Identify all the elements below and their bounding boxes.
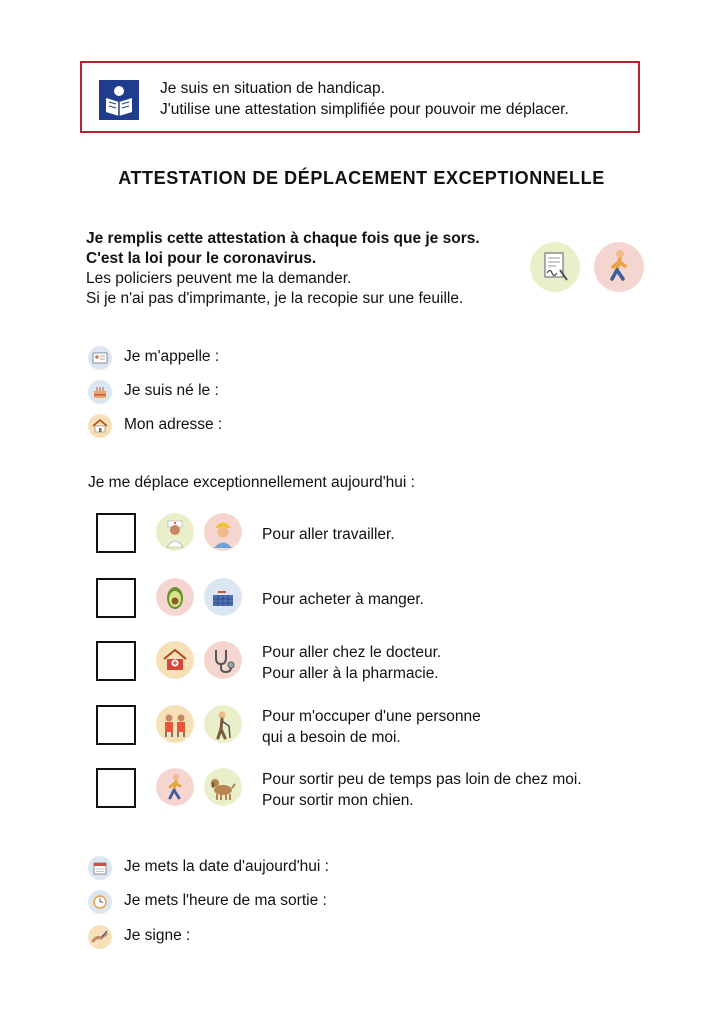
checkbox-work[interactable] (96, 513, 136, 553)
house-icon (88, 414, 112, 438)
construction-worker-icon (204, 513, 242, 551)
elderly-person-icon (204, 705, 242, 743)
reason-care-line-2: qui a besoin de moi. (262, 729, 401, 746)
reason-doctor-line-1: Pour aller chez le docteur. (262, 644, 442, 661)
banner-line-2: J'utilise une attestation simplifiée pour pouvoir me déplacer. (160, 101, 569, 118)
date-label: Je mets la date d'aujourd'hui : (124, 858, 329, 875)
intro-text (86, 229, 480, 309)
signature-label: Je signe : (124, 927, 191, 944)
reason-doctor-line-2: Pour aller à la pharmacie. (262, 665, 439, 682)
page-title: ATTESTATION DE DÉPLACEMENT EXCEPTIONNELLE (118, 168, 605, 188)
nurse-icon (156, 513, 194, 551)
children-icon (156, 705, 194, 743)
checkbox-doctor[interactable] (96, 641, 136, 681)
clock-icon (88, 890, 112, 914)
hospital-icon (156, 641, 194, 679)
reason-outing-line-1: Pour sortir peu de temps pas loin de chez moi. (262, 771, 582, 788)
name-label: Je m'appelle : (124, 348, 220, 365)
document-signature-icon (530, 242, 580, 292)
checkbox-food[interactable] (96, 578, 136, 618)
checkbox-outing[interactable] (96, 768, 136, 808)
time-label: Je mets l'heure de ma sortie : (124, 892, 327, 909)
reason-care-line-1: Pour m'occuper d'une personne (262, 708, 481, 725)
birth-label: Je suis né le : (124, 382, 219, 399)
stethoscope-icon (204, 641, 242, 679)
signing-hand-icon (88, 925, 112, 949)
walking-person-icon (594, 242, 644, 292)
easy-to-read-icon (99, 80, 139, 120)
reason-work-line-1: Pour aller travailler. (262, 526, 395, 543)
reason-food-line-1: Pour acheter à manger. (262, 591, 424, 608)
address-label: Mon adresse : (124, 416, 223, 433)
intro-line-3: Les policiers peuvent me la demander. (86, 270, 352, 287)
intro-bold-line-2: C'est la loi pour le coronavirus. (86, 250, 317, 267)
handicap-banner (80, 61, 640, 133)
avocado-icon (156, 578, 194, 616)
intro-line-4: Si je n'ai pas d'imprimante, je la recopie sur une feuille. (86, 290, 464, 307)
reasons-intro: Je me déplace exceptionnellement aujourd'hui : (88, 474, 415, 491)
calendar-icon (88, 856, 112, 880)
reason-outing-line-2: Pour sortir mon chien. (262, 792, 414, 809)
id-card-icon (88, 346, 112, 370)
walking-person-small-icon (156, 768, 194, 806)
banner-line-1: Je suis en situation de handicap. (160, 80, 385, 97)
checkbox-care[interactable] (96, 705, 136, 745)
intro-bold-line-1: Je remplis cette attestation à chaque fois que je sors. (86, 230, 480, 247)
shopping-basket-icon (204, 578, 242, 616)
birthday-cake-icon (88, 380, 112, 404)
dog-icon (204, 768, 242, 806)
